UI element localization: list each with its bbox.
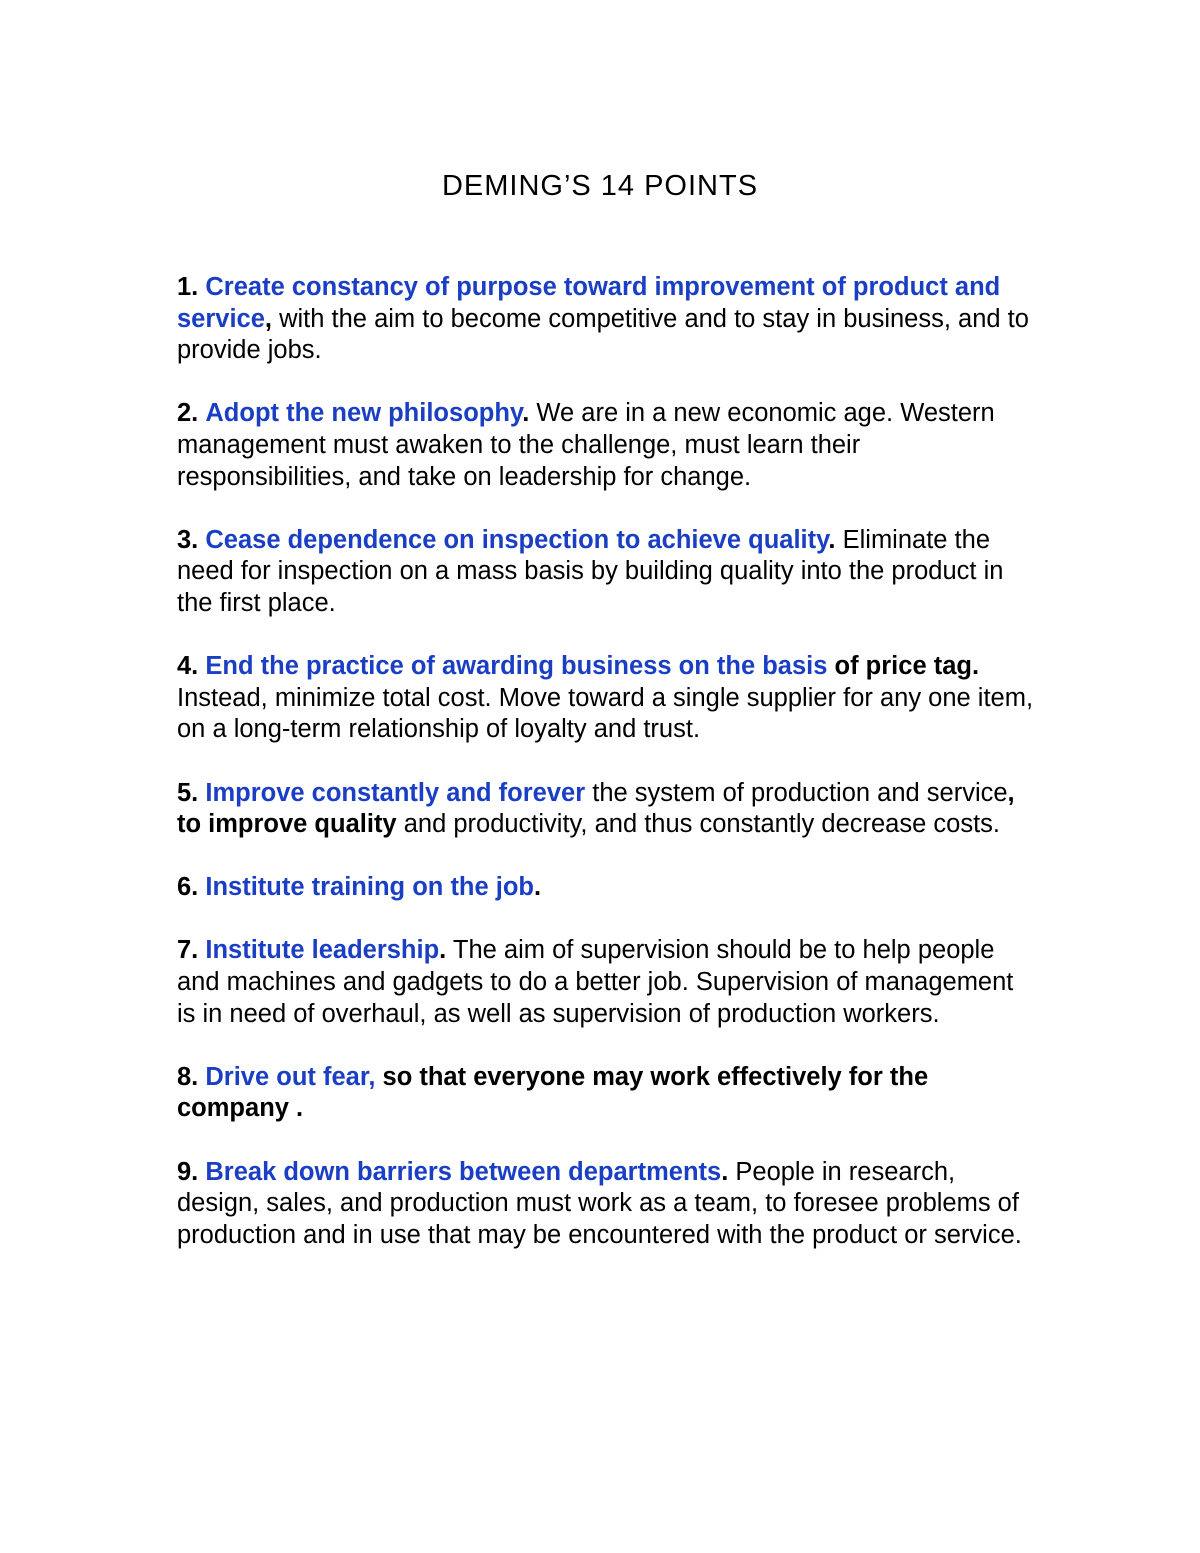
point-heading: End the practice of awarding business on the basis — [205, 652, 828, 681]
point-5 — [177, 778, 1037, 841]
point-text: Instead, minimize total cost. Move toward a single supplier for any one item, on a long-term relationship of loyalty and trust. — [177, 683, 1034, 744]
point-heading: Break down barriers between departments — [205, 1157, 722, 1186]
point-punct: . — [721, 1157, 729, 1186]
point-text: the system of production and service — [585, 778, 1008, 807]
point-7 — [177, 935, 1037, 1030]
point-number: 6. — [177, 873, 199, 902]
point-number: 9. — [177, 1157, 199, 1186]
points-list — [177, 272, 1037, 1283]
point-text: Eliminate the need for inspection on a mass basis by building quality into the product in the first place. — [177, 525, 1004, 617]
point-punct: . — [828, 525, 836, 554]
point-heading: Institute training on the job — [205, 873, 535, 902]
point-9 — [177, 1157, 1037, 1252]
point-number: 3. — [177, 525, 199, 554]
point-bold-text: so that everyone may work effectively for the company . — [177, 1062, 929, 1123]
point-heading: Adopt the new philosophy — [205, 399, 523, 428]
point-text: and productivity, and thus constantly decrease costs. — [396, 810, 1000, 839]
point-text: The aim of supervision should be to help people and machines and gadgets to do a better job. Supervision of management is in need of overhaul, as well as supervision of production workers. — [177, 936, 1014, 1028]
point-number: 2. — [177, 399, 199, 428]
point-heading: Drive out fear, — [205, 1062, 376, 1091]
point-number: 1. — [177, 273, 199, 301]
point-number: 4. — [177, 652, 199, 681]
point-heading: Institute leadership — [205, 936, 440, 965]
point-number: 8. — [177, 1062, 199, 1091]
point-punct: . — [439, 936, 447, 965]
point-heading: Create constancy of purpose toward improvement of product and service — [177, 273, 1001, 333]
point-heading: Cease dependence on inspection to achieve quality — [205, 525, 829, 554]
point-punct: . — [534, 873, 542, 902]
point-8 — [177, 1062, 1037, 1125]
point-text: We are in a new economic age. Western management must awaken to the challenge, must learn their responsibilities, and take on leadership for change. — [177, 399, 995, 491]
point-6 — [177, 872, 1037, 904]
point-4 — [177, 651, 1037, 746]
point-bold-text: , to improve quality — [177, 778, 1015, 839]
point-bold-text: of price tag. — [827, 652, 980, 681]
point-3 — [177, 525, 1037, 620]
point-1 — [177, 272, 1037, 367]
point-text: People in research, design, sales, and production must work as a team, to foresee problems of production and in use that may be encountered with the product or service. — [177, 1157, 1022, 1249]
point-heading: Improve constantly and forever — [205, 778, 586, 807]
point-text: with the aim to become competitive and to stay in business, and to provide jobs. — [177, 304, 1029, 365]
point-number: 7. — [177, 936, 199, 965]
page-title: DEMING’S 14 POINTS — [441, 170, 759, 202]
point-2 — [177, 398, 1037, 493]
point-number: 5. — [177, 778, 199, 807]
point-punct: , — [264, 304, 273, 333]
point-punct: . — [522, 399, 530, 428]
